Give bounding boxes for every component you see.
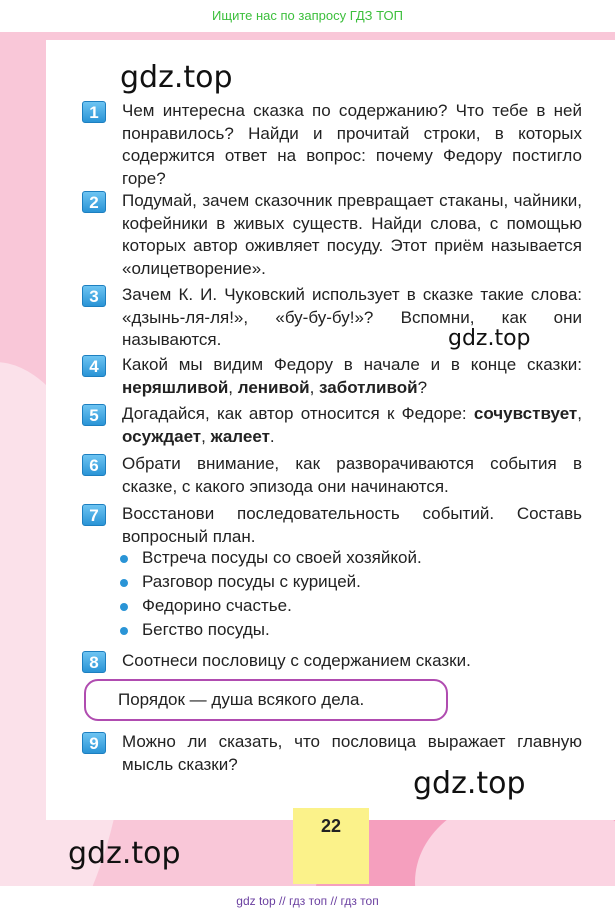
list-item: Разговор посуды с курицей. xyxy=(120,570,540,594)
bold-word: сочувствует xyxy=(473,404,578,423)
question-number-badge: 3 xyxy=(82,285,106,307)
question-5 xyxy=(82,403,582,448)
bold-word: заботливой xyxy=(319,377,418,397)
question-text: Обрати внимание, как разворачиваются события в сказке, с какого эпизода они начинаются. xyxy=(122,454,582,496)
question-number-badge: 2 xyxy=(82,191,106,213)
proverb-box: Порядок — душа всякого дела. xyxy=(84,679,448,721)
question-number-badge: 8 xyxy=(82,651,106,673)
separator: , xyxy=(577,404,582,423)
watermark: gdz.top xyxy=(68,836,181,871)
question-number-badge: 5 xyxy=(82,404,106,426)
bullet-icon xyxy=(120,555,128,563)
watermark: gdz.top xyxy=(448,326,531,351)
footer-text: gdz top // гдз топ // гдз топ xyxy=(236,894,379,908)
bullet-icon xyxy=(120,603,128,611)
banner-text: Ищите нас по запросу ГДЗ ТОП xyxy=(212,8,403,23)
bold-word: жалеет xyxy=(210,426,270,446)
plan-list xyxy=(120,546,540,642)
list-item: Встреча посуды со своей хозяйкой. xyxy=(120,546,540,570)
question-text-end: . xyxy=(269,426,275,446)
question-text: Чем интересна сказка по содержанию? Что тебе в ней понравилось? Найди и прочитай строки, в которых содержится ответ на вопрос: почему Федору постигло горе? xyxy=(122,101,582,188)
question-2 xyxy=(82,190,582,280)
question-8 xyxy=(82,650,582,673)
question-text: Соотнеси пословицу с содержанием сказки. xyxy=(122,651,471,670)
watermark: gdz.top xyxy=(413,766,526,801)
separator: , xyxy=(201,426,211,446)
separator: , xyxy=(309,377,320,397)
question-text: Подумай, зачем сказочник превращает стаканы, чайники, кофейники в живых существ. Найди слова, с помощью которых автор оживляет посуду. Этот приём называется «олицетворение». xyxy=(122,191,582,278)
list-item: Федорино счастье. xyxy=(120,594,540,618)
question-text xyxy=(122,354,582,399)
question-text: Можно ли сказать, что пословица выражает главную мысль сказки? xyxy=(122,732,582,774)
page-number: 22 xyxy=(320,816,342,836)
question-text xyxy=(122,403,582,448)
question-text-part: Какой мы видим Федору в начале и в конце сказки: xyxy=(122,355,582,374)
list-item: Бегство посуды. xyxy=(120,618,540,642)
question-text: Зачем К. И. Чуковский использует в сказке такие слова: «дзынь-ля-ля!», «бу-бу-бу!»? Вспомни, как они называются. xyxy=(122,285,582,349)
question-text-end: ? xyxy=(417,377,428,397)
bullet-icon xyxy=(120,627,128,635)
separator: , xyxy=(228,377,238,397)
bold-word: осуждает xyxy=(122,426,202,446)
question-4 xyxy=(82,354,582,399)
footer-bar xyxy=(0,886,615,918)
question-number-badge: 9 xyxy=(82,732,106,754)
bold-word: неряшливой xyxy=(122,377,229,397)
watermark: gdz.top xyxy=(120,60,233,95)
top-banner xyxy=(0,0,615,32)
bullet-icon xyxy=(120,579,128,587)
question-1 xyxy=(82,100,582,190)
question-text: Восстанови последовательность событий. Составь вопросный план. xyxy=(122,504,582,546)
question-text-part: Догадайся, как автор относится к Федоре: xyxy=(122,404,474,423)
page-number-box xyxy=(293,808,369,884)
question-6 xyxy=(82,453,582,498)
question-7 xyxy=(82,503,582,548)
bold-word: ленивой xyxy=(237,377,310,397)
question-number-badge: 7 xyxy=(82,504,106,526)
question-number-badge: 1 xyxy=(82,101,106,123)
question-number-badge: 4 xyxy=(82,355,106,377)
question-number-badge: 6 xyxy=(82,454,106,476)
